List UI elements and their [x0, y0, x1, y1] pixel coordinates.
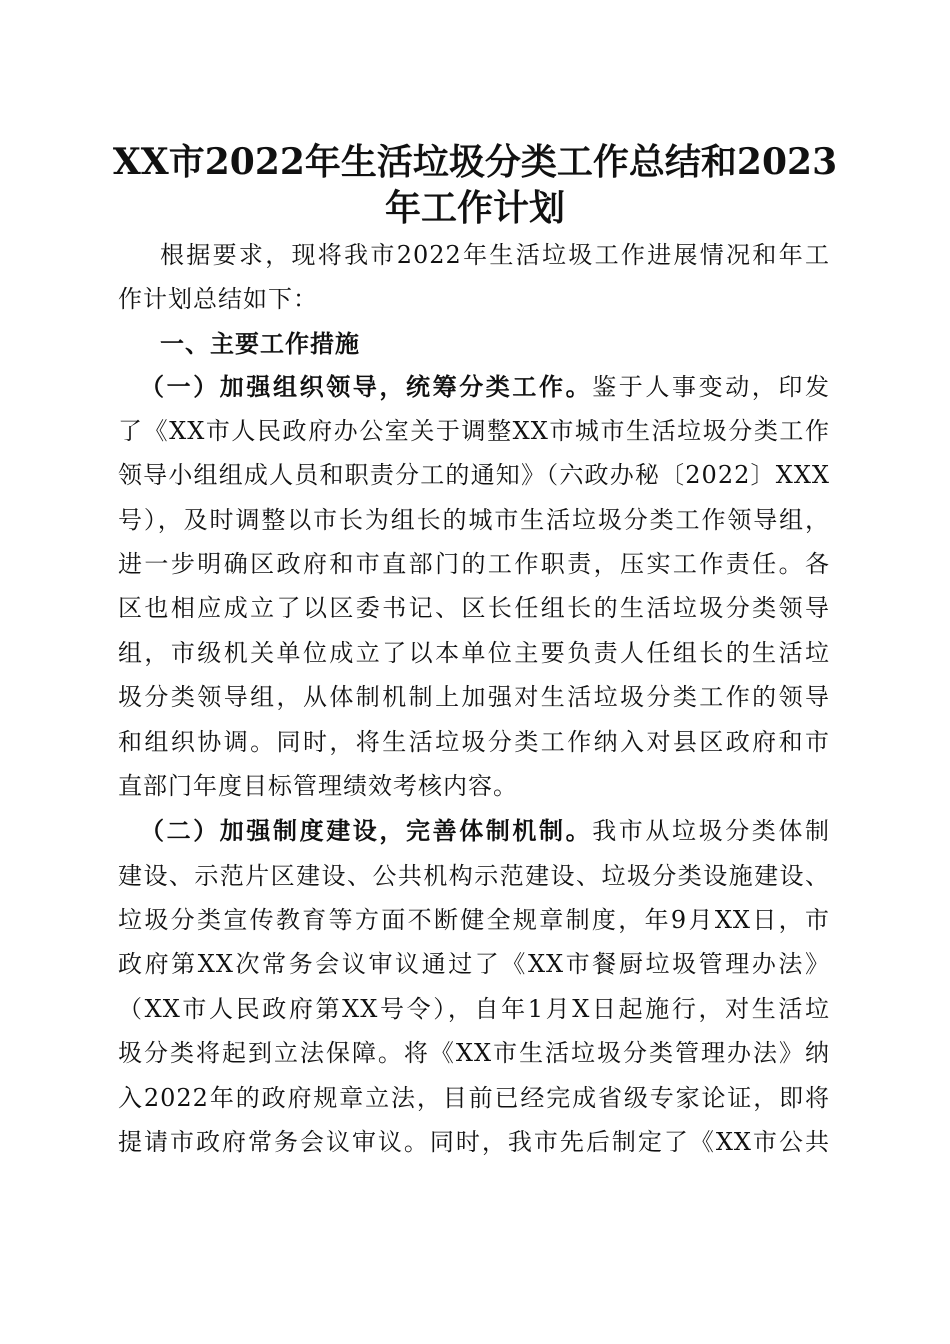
section-heading: 一、主要工作措施	[160, 329, 360, 358]
para1-line-5: 进一步明确区政府和市直部门的工作职责，压实工作责任。各	[118, 550, 830, 578]
para2-line-8: 提请市政府常务会议审议。同时，我市先后制定了《XX市公共	[118, 1128, 830, 1156]
para1-line-9: 和组织协调。同时，将生活垃圾分类工作纳入对县区政府和市	[118, 728, 830, 756]
para1-line-10: 直部门年度目标管理绩效考核内容。	[118, 772, 518, 800]
para2-lead: （二）加强制度建设，完善体制机制。	[140, 816, 593, 845]
intro-line-1: 根据要求，现将我市2022年生活垃圾工作进展情况和年工	[160, 241, 830, 269]
para1-line-1-rest: 鉴于人事变动，印发	[592, 373, 831, 401]
para2-line-5: （XX市人民政府第XX号令），自年1月X日起施行，对生活垃	[118, 995, 830, 1023]
para2-line-1-rest: 我市从垃圾分类体制	[592, 817, 831, 845]
para1-line-3: 领导小组组成人员和职责分工的通知》（六政办秘〔2022〕XXX	[118, 461, 830, 489]
para1-line-4: 号），及时调整以市长为组长的城市生活垃圾分类工作领导组，	[118, 506, 830, 534]
para2-line-4: 政府第XX次常务会议审议通过了《XX市餐厨垃圾管理办法》	[118, 950, 830, 978]
document-title-line-2: 年工作计划	[384, 187, 565, 229]
para1-line-1	[140, 372, 830, 402]
document-title-line-1: XX市2022年生活垃圾分类工作总结和2023	[112, 141, 838, 183]
para2-line-6: 圾分类将起到立法保障。将《XX市生活垃圾分类管理办法》纳	[118, 1039, 830, 1067]
para2-line-2: 建设、示范片区建设、公共机构示范建设、垃圾分类设施建设、	[118, 862, 830, 890]
para2-line-1	[140, 816, 830, 846]
para1-line-7: 组，市级机关单位成立了以本单位主要负责人任组长的生活垃	[118, 639, 830, 667]
para1-line-6: 区也相应成立了以区委书记、区长任组长的生活垃圾分类领导	[118, 594, 830, 622]
para2-line-3: 垃圾分类宣传教育等方面不断健全规章制度，年9月XX日，市	[118, 906, 830, 934]
para2-line-7: 入2022年的政府规章立法，目前已经完成省级专家论证，即将	[118, 1084, 830, 1112]
para1-lead: （一）加强组织领导，统筹分类工作。	[140, 372, 593, 401]
intro-line-2: 作计划总结如下：	[118, 285, 318, 313]
para1-line-8: 圾分类领导组，从体制机制上加强对生活垃圾分类工作的领导	[118, 683, 830, 711]
para1-line-2: 了《XX市人民政府办公室关于调整XX市城市生活垃圾分类工作	[118, 417, 830, 445]
